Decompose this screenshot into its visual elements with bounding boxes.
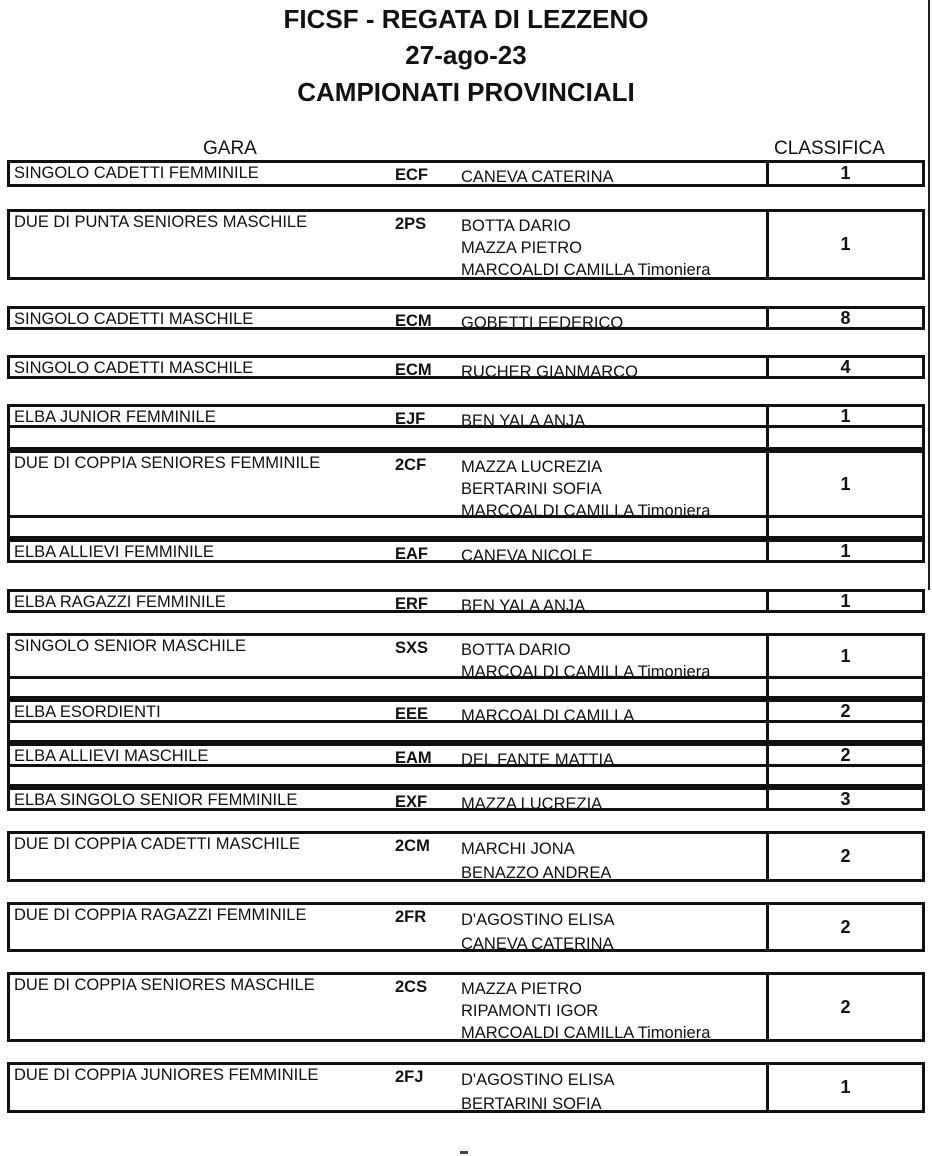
rank-cell: [766, 309, 922, 327]
event-name: DUE DI COPPIA JUNIORES FEMMINILE: [14, 1066, 319, 1084]
athlete-name: MARCOALDI CAMILLA Timoniera: [461, 663, 711, 681]
athlete-name: MARCHI JONA: [461, 840, 575, 858]
athletes-list: [461, 908, 615, 956]
athletes-list: [461, 639, 710, 683]
athletes-list: [461, 361, 638, 383]
event-code: 2CS: [395, 978, 428, 996]
event-name: SINGOLO CADETTI MASCHILE: [14, 359, 254, 377]
column-header-gara: GARA: [203, 138, 257, 159]
rank-value: 1: [840, 590, 851, 611]
table-row: [7, 699, 925, 723]
column-divider: [766, 679, 769, 696]
athletes-list: [461, 215, 710, 281]
rank-cell: [766, 453, 922, 515]
event-code: EEE: [395, 705, 429, 723]
athlete-name: BOTTA DARIO: [461, 217, 571, 235]
column-divider: [766, 518, 769, 536]
event-code: EAM: [395, 749, 432, 767]
event-code: EAF: [395, 545, 428, 563]
athlete-name: CANEVA CATERINA: [461, 168, 614, 186]
athlete-name: MARCOALDI CAMILLA Timoniera: [461, 261, 711, 279]
event-name: SINGOLO CADETTI MASCHILE: [14, 310, 254, 328]
table-row: [7, 589, 925, 613]
event-code: ERF: [395, 595, 428, 613]
table-row: [7, 160, 925, 187]
event-name: SINGOLO SENIOR MASCHILE: [14, 637, 246, 655]
athlete-name: BEN YALA ANJA: [461, 412, 586, 430]
empty-row: [7, 679, 925, 699]
event-name: DUE DI COPPIA CADETTI MASCHILE: [14, 835, 301, 853]
athletes-list: [461, 1068, 615, 1116]
table-row: [7, 743, 925, 767]
page-subtitle: CAMPIONATI PROVINCIALI: [297, 77, 635, 107]
athletes-list: [461, 837, 611, 885]
event-name: DUE DI PUNTA SENIORES MASCHILE: [14, 213, 308, 231]
athlete-name: MAZZA PIETRO: [461, 239, 583, 257]
athlete-name: MARCOALDI CAMILLA Timoniera: [461, 1024, 711, 1042]
empty-row: [7, 767, 925, 787]
event-code: 2FJ: [395, 1068, 424, 1086]
right-border-line: [928, 0, 930, 590]
rank-cell: [766, 834, 922, 879]
event-name: ELBA ESORDIENTI: [14, 703, 161, 721]
rank-cell: [766, 592, 922, 610]
rank-cell: [766, 702, 922, 720]
rank-value: 4: [840, 356, 851, 377]
rank-value: 2: [840, 916, 851, 937]
rank-cell: [766, 358, 922, 376]
rank-value: 1: [840, 645, 851, 666]
column-divider: [766, 428, 769, 447]
rank-value: 1: [840, 234, 851, 254]
rank-value: 3: [840, 788, 851, 809]
rank-cell: [766, 636, 922, 676]
empty-row: [7, 723, 925, 743]
rank-value: 2: [840, 744, 851, 765]
event-name: ELBA ALLIEVI MASCHILE: [14, 747, 209, 765]
rank-value: 1: [840, 473, 851, 494]
table-row: [7, 450, 925, 518]
rank-value: 2: [840, 700, 851, 721]
event-code: ECM: [395, 312, 432, 330]
rank-cell: [766, 975, 922, 1039]
rank-value: 1: [840, 1077, 851, 1097]
rank-cell: [766, 542, 922, 560]
athlete-name: BERTARINI SOFIA: [461, 480, 602, 498]
table-row: [7, 831, 925, 882]
event-code: 2CM: [395, 837, 430, 855]
event-code: 2PS: [395, 215, 427, 233]
athlete-name: BERTARINI SOFIA: [461, 1095, 602, 1113]
event-code: EXF: [395, 793, 428, 811]
page-title: FICSF - REGATA DI LEZZENO: [283, 4, 649, 34]
athlete-name: D'AGOSTINO ELISA: [461, 1071, 615, 1089]
athletes-list: [461, 545, 593, 567]
rank-value: 1: [840, 540, 851, 561]
empty-row: [7, 428, 925, 450]
rank-cell: [766, 790, 922, 808]
rank-cell: [766, 407, 922, 425]
table-row: [7, 972, 925, 1042]
athlete-name: MAZZA LUCREZIA: [461, 458, 603, 476]
event-code: SXS: [395, 639, 429, 657]
athletes-list: [461, 595, 585, 617]
athlete-name: MARCOALDI CAMILLA Timoniera: [461, 502, 711, 520]
athletes-list: [461, 456, 710, 522]
rank-value: 2: [840, 846, 851, 866]
rank-value: 1: [840, 405, 851, 426]
event-code: ECF: [395, 166, 428, 184]
event-name: DUE DI COPPIA RAGAZZI FEMMINILE: [14, 906, 307, 924]
athlete-name: MARCOALDI CAMILLA: [461, 707, 635, 725]
athletes-list: [461, 312, 623, 334]
table-row: [7, 1062, 925, 1113]
athlete-name: RUCHER GIANMARCO: [461, 363, 638, 381]
event-name: ELBA ALLIEVI FEMMINILE: [14, 543, 214, 561]
athlete-name: CANEVA CATERINA: [461, 935, 614, 953]
table-row: [7, 633, 925, 679]
footer-mark: [460, 1151, 468, 1154]
rank-cell: [766, 163, 922, 184]
athlete-name: BENAZZO ANDREA: [461, 864, 612, 882]
column-header-classifica: CLASSIFICA: [774, 138, 885, 159]
table-row: [7, 306, 925, 330]
event-code: EJF: [395, 410, 426, 428]
event-name: SINGOLO CADETTI FEMMINILE: [14, 164, 259, 182]
athlete-name: D'AGOSTINO ELISA: [461, 911, 615, 929]
rank-value: 1: [840, 163, 851, 183]
table-row: [7, 355, 925, 379]
table-row: [7, 404, 925, 428]
athlete-name: RIPAMONTI IGOR: [461, 1002, 599, 1020]
athlete-name: BOTTA DARIO: [461, 641, 571, 659]
athlete-name: CANEVA NICOLE: [461, 547, 593, 565]
table-row: [7, 902, 925, 952]
rank-value: 8: [840, 307, 851, 328]
athlete-name: MAZZA PIETRO: [461, 980, 583, 998]
rank-value: 2: [840, 996, 851, 1017]
rank-cell: [766, 905, 922, 949]
event-code: ECM: [395, 361, 432, 379]
event-name: ELBA RAGAZZI FEMMINILE: [14, 593, 226, 611]
athlete-name: DEL FANTE MATTIA: [461, 751, 615, 769]
column-divider: [766, 723, 769, 740]
table-row: [7, 209, 925, 280]
event-code: 2FR: [395, 908, 427, 926]
event-name: DUE DI COPPIA SENIORES FEMMINILE: [14, 454, 321, 472]
athlete-name: BEN YALA ANJA: [461, 597, 586, 615]
event-name: DUE DI COPPIA SENIORES MASCHILE: [14, 976, 315, 994]
rank-cell: [766, 746, 922, 764]
empty-row: [7, 518, 925, 539]
column-divider: [766, 767, 769, 784]
athletes-list: [461, 793, 602, 815]
event-name: ELBA SINGOLO SENIOR FEMMINILE: [14, 791, 298, 809]
athlete-name: MAZZA LUCREZIA: [461, 795, 603, 813]
athletes-list: [461, 166, 614, 188]
athletes-list: [461, 978, 710, 1044]
rank-cell: [766, 1065, 922, 1110]
event-code: 2CF: [395, 456, 427, 474]
event-date: 27-ago-23: [405, 40, 527, 70]
table-row: [7, 539, 925, 563]
event-name: ELBA JUNIOR FEMMINILE: [14, 408, 216, 426]
rank-cell: [766, 212, 922, 277]
athlete-name: GOBETTI FEDERICO: [461, 314, 624, 332]
table-row: [7, 787, 925, 811]
